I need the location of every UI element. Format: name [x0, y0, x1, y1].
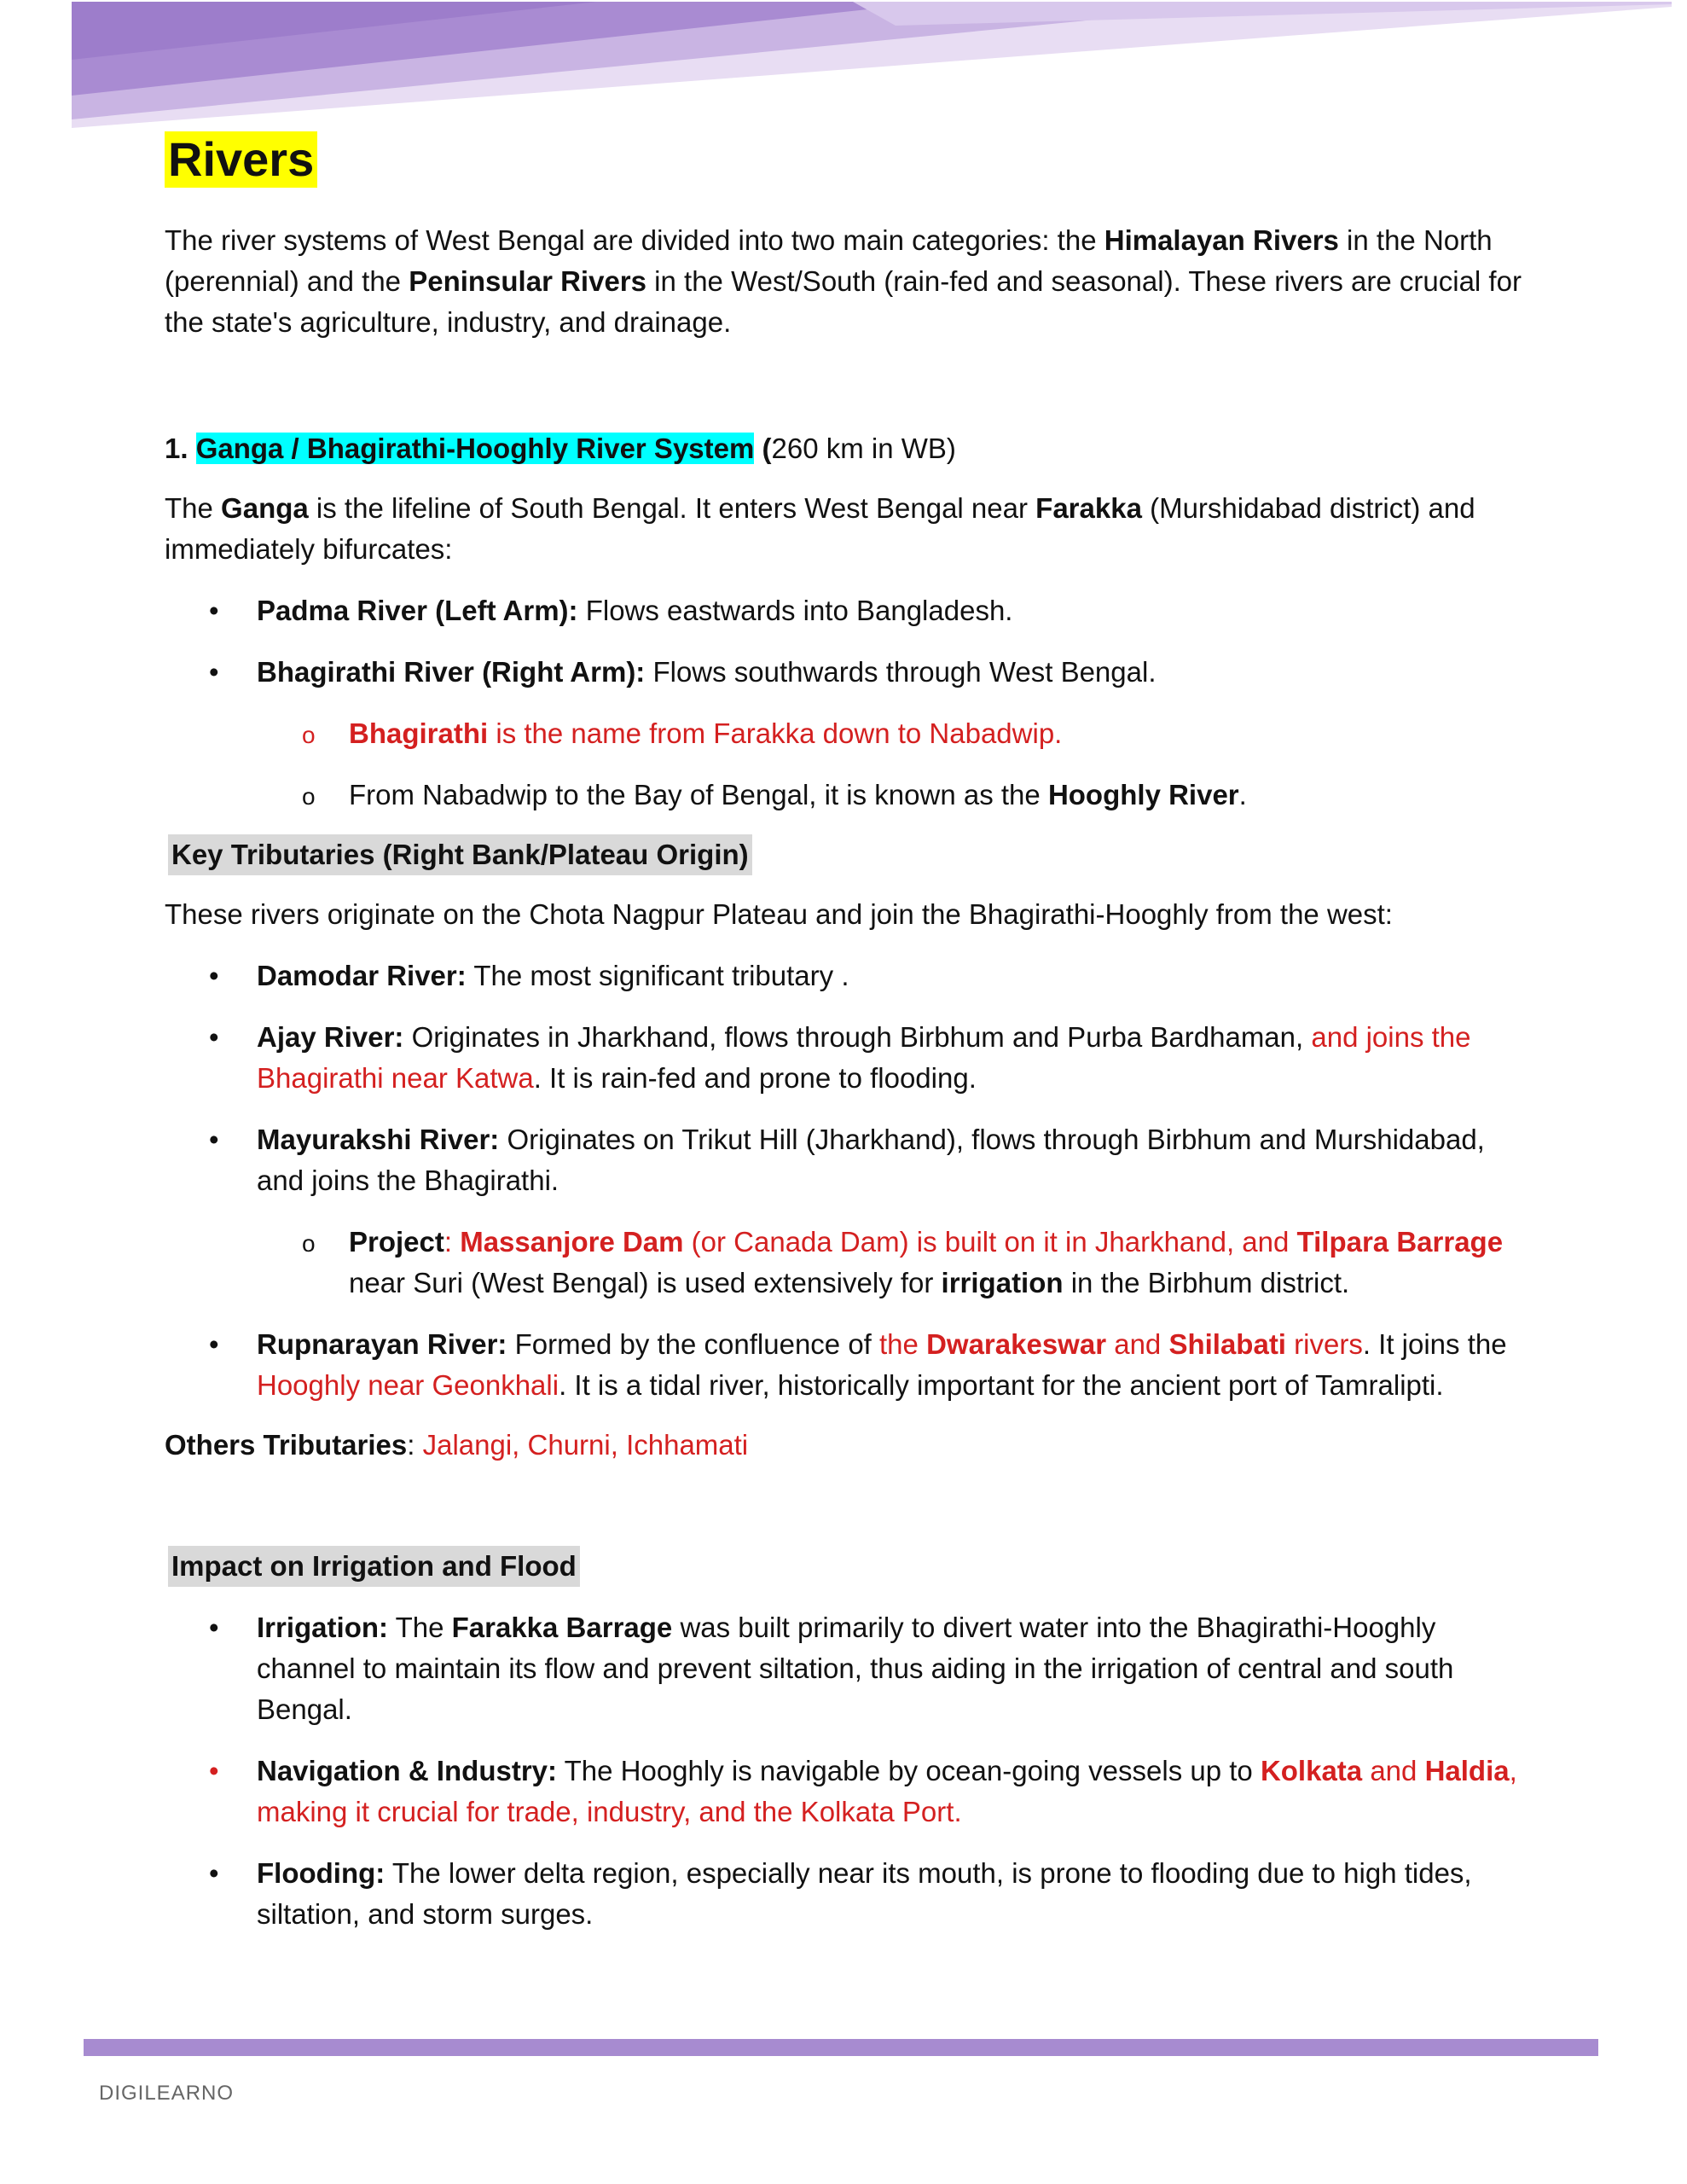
item-red-bold: Haldia	[1424, 1755, 1510, 1786]
item-red-text: Hooghly near Geonkhali	[257, 1369, 559, 1401]
sub-list	[165, 713, 1529, 816]
tributaries-intro: These rivers originate on the Chota Nagpur Plateau and join the Bhagirathi-Hooghly from the west:	[165, 898, 1393, 930]
tributaries-heading: Key Tributaries (Right Bank/Plateau Origin)	[168, 834, 752, 875]
sub-list-item-project	[165, 1222, 1529, 1304]
item-red-text: (or Canada Dam) is built on it in Jharkhand, and	[683, 1226, 1297, 1258]
footer-bar	[84, 2039, 1598, 2056]
others-label: Others Tributaries	[165, 1429, 408, 1461]
item-red-text: and joins the Bhagirathi near Katwa	[257, 1021, 1471, 1094]
impact-list	[165, 1607, 1529, 1935]
intro-bold: Peninsular Rivers	[409, 265, 646, 297]
section-number: 1.	[165, 433, 196, 464]
para-text: is the lifeline of South Bengal. It enters West Bengal near	[308, 492, 1036, 524]
item-red-bold: Dwarakeswar	[926, 1328, 1107, 1360]
list-item	[165, 652, 1529, 816]
intro-paragraph	[165, 220, 1529, 343]
item-label: Irrigation:	[257, 1612, 388, 1643]
page-title: Rivers	[165, 131, 317, 188]
item-text: is the name from Farakka down to Nabadwip.	[488, 717, 1063, 749]
item-text: Flows eastwards into Bangladesh.	[577, 595, 1013, 626]
item-text: . It is rain-fed and prone to flooding.	[533, 1062, 977, 1094]
item-bold: irrigation	[941, 1267, 1064, 1298]
item-text: was built primarily to divert water into the Bhagirathi-Hooghly channel to maintain its flow and prevent siltation, thus aiding in the irrigation of central and south Bengal.	[257, 1612, 1454, 1725]
impact-heading: Impact on Irrigation and Flood	[168, 1546, 580, 1587]
header-banner	[0, 0, 1687, 145]
item-text: in the Birbhum district.	[1063, 1267, 1350, 1298]
document-body	[165, 128, 1529, 1935]
item-red-bold: Shilabati	[1168, 1328, 1286, 1360]
item-red-text: :	[443, 1226, 461, 1258]
item-label: Project	[349, 1226, 444, 1258]
item-label: Damodar River:	[257, 960, 467, 991]
item-text: The	[388, 1612, 452, 1643]
tributaries-list	[165, 956, 1529, 1406]
para-bold: Farakka	[1035, 492, 1142, 524]
item-text: . It joins the	[1362, 1328, 1507, 1360]
item-label: Padma River (Left Arm):	[257, 595, 578, 626]
item-red-text: and	[1106, 1328, 1169, 1360]
item-text: .	[1238, 779, 1247, 810]
item-red-text: rivers	[1285, 1328, 1363, 1360]
item-label: Mayurakshi River:	[257, 1124, 500, 1155]
footer-brand: DIGILEARNO	[99, 2082, 235, 2105]
list-item-flooding	[165, 1853, 1529, 1935]
item-text: near Suri (West Bengal) is used extensively for	[349, 1267, 942, 1298]
others-list: Jalangi, Churni, Ichhamati	[422, 1429, 749, 1461]
intro-text: The river systems of West Bengal are divided into two main categories: the	[165, 224, 1104, 256]
intro-text: in the West/South (rain-fed and seasonal). These rivers are crucial for the state's agriculture, industry, and drainage.	[165, 265, 1522, 338]
item-text: Originates on Trikut Hill (Jharkhand), flows through Birbhum and Murshidabad, and joins the Bhagirathi.	[257, 1124, 1485, 1196]
item-text: Formed by the confluence of	[507, 1328, 880, 1360]
sub-list-item	[165, 775, 1529, 816]
others-colon: :	[407, 1429, 423, 1461]
item-red-bold: Kolkata	[1260, 1755, 1363, 1786]
item-label: Ajay River:	[257, 1021, 404, 1053]
item-bold: Farakka Barrage	[451, 1612, 673, 1643]
item-bold: Bhagirathi	[349, 717, 489, 749]
section-heading-ganga	[165, 428, 1529, 469]
other-tributaries	[165, 1425, 1529, 1466]
item-text: Originates in Jharkhand, flows through Birbhum and Purba Bardhaman,	[403, 1021, 1312, 1053]
list-item-ajay	[165, 1017, 1529, 1099]
list-item-mayurakshi	[165, 1119, 1529, 1304]
intro-bold: Himalayan Rivers	[1104, 224, 1339, 256]
list-item-navigation	[165, 1751, 1529, 1833]
list-item-damodar	[165, 956, 1529, 996]
item-label: Flooding:	[257, 1857, 386, 1889]
section-length: 260 km in WB)	[771, 433, 956, 464]
item-red-bold: Tilpara Barrage	[1296, 1226, 1504, 1258]
item-text: The most significant tributary .	[466, 960, 849, 991]
item-label: Rupnarayan River:	[257, 1328, 507, 1360]
item-red-text: and	[1362, 1755, 1425, 1786]
sub-list	[165, 1222, 1529, 1304]
para-text: The	[165, 492, 222, 524]
item-label: Bhagirathi River (Right Arm):	[257, 656, 646, 688]
intro-text: in the North (perennial) and the	[165, 224, 1493, 297]
item-red-text: the	[879, 1328, 927, 1360]
item-bold: Hooghly River	[1047, 779, 1239, 810]
item-red-text: , making it crucial for trade, industry, and the Kolkata Port.	[257, 1755, 1517, 1827]
para-text: (Murshidabad district) and immediately bifurcates:	[165, 492, 1475, 565]
item-text: The Hooghly is navigable by ocean-going vessels up to	[557, 1755, 1261, 1786]
item-label: Navigation & Industry:	[257, 1755, 558, 1786]
list-item	[165, 590, 1529, 631]
item-text: From Nabadwip to the Bay of Bengal, it is known as the	[349, 779, 1048, 810]
item-text: . It is a tidal river, historically important for the ancient port of Tamralipti.	[559, 1369, 1444, 1401]
arms-list	[165, 590, 1529, 816]
item-text: The lower delta region, especially near its mouth, is prone to flooding due to high tides, siltation, and storm surges.	[257, 1857, 1472, 1930]
section-paren: (	[754, 433, 772, 464]
item-red-bold: Massanjore Dam	[460, 1226, 684, 1258]
list-item-irrigation	[165, 1607, 1529, 1730]
item-text: Flows southwards through West Bengal.	[645, 656, 1157, 688]
section-name: Ganga / Bhagirathi-Hooghly River System	[195, 433, 755, 464]
sub-list-item	[165, 713, 1529, 754]
list-item-rupnarayan	[165, 1324, 1529, 1406]
ganga-paragraph	[165, 488, 1529, 570]
para-bold: Ganga	[221, 492, 309, 524]
